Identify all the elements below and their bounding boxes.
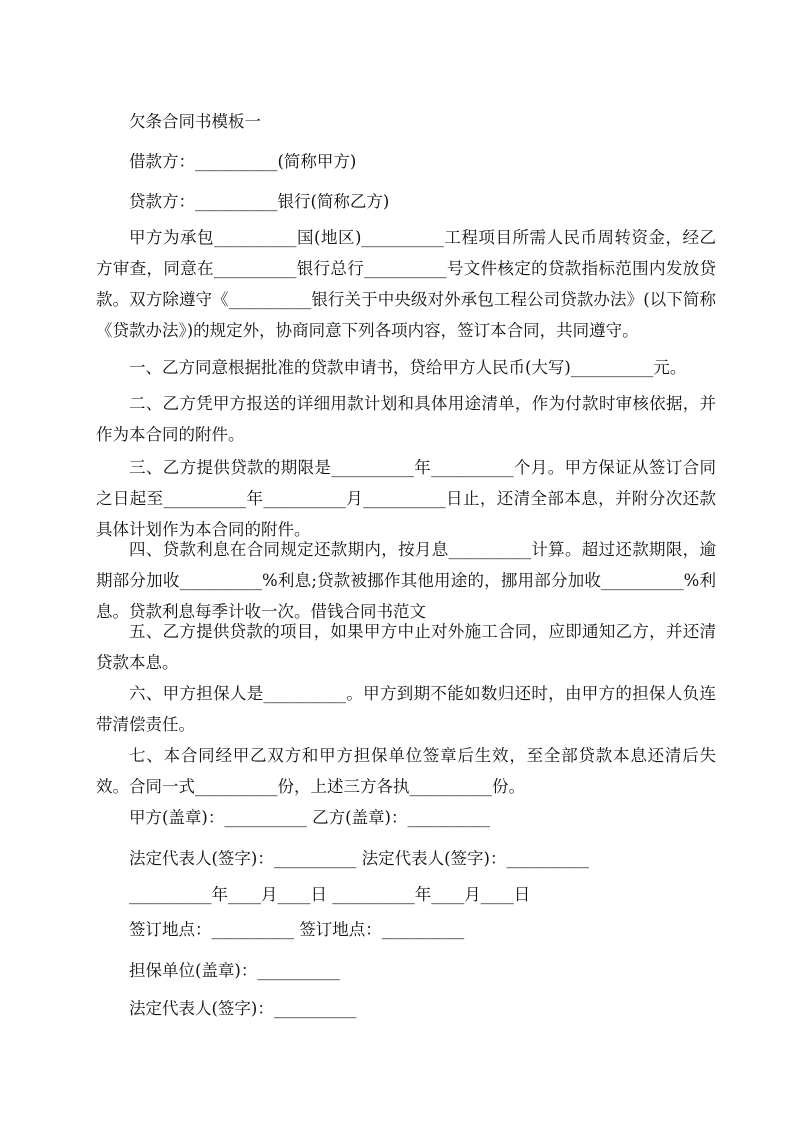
clause-4: 四、贷款利息在合同规定还款期内，按月息__________计算。超过还款期限，逾期部分加收__________%利息;贷款被挪作其他用途的，挪用部分加收__________%利息。贷款利息每季计收一次。借钱合同书范文 <box>96 540 716 621</box>
lender-line: 贷款方：__________银行(简称乙方) <box>129 192 390 211</box>
clause-7: 七、本合同经甲乙双方和甲方担保单位签章后生效，至全部贷款本息还清后失效。合同一式__________份，上述三方各执__________份。 <box>96 746 716 796</box>
clause-6: 六、甲方担保人是__________。甲方到期不能如数归还时，由甲方的担保人负连带清偿责任。 <box>96 684 716 734</box>
legal-rep-signature-line: 法定代表人(签字)：__________ 法定代表人(签字)：__________ <box>129 849 589 868</box>
guarantor-seal-line: 担保单位(盖章)：__________ <box>129 961 340 980</box>
preamble-paragraph: 甲方为承包__________国(地区)__________工程项目所需人民币周转资金，经乙方审查，同意在__________银行总行__________号文件核定的贷款指标范围内发放贷款。双方除遵守《__________银行关于中央级对外承包工程公司贷款办法》(以下简称《贷款办法》)的规定外，协商同意下列各项内容，签订本合同，共同遵守。 <box>96 228 716 340</box>
borrower-line: 借款方：__________(简称甲方) <box>129 152 357 171</box>
document-title: 欠条合同书模板一 <box>129 112 261 131</box>
guarantor-legal-rep-line: 法定代表人(签字)：__________ <box>129 999 357 1018</box>
signing-place-line: 签订地点：__________ 签订地点：__________ <box>129 920 465 939</box>
clause-1: 一、乙方同意根据批准的贷款申请书，贷给甲方人民币(大写)__________元。 <box>129 358 687 377</box>
clause-2: 二、乙方凭甲方报送的详细用款计划和具体用途清单，作为付款时审核依据，并作为本合同的附件。 <box>96 394 716 444</box>
party-seal-line: 甲方(盖章)：__________ 乙方(盖章)：__________ <box>129 808 490 827</box>
date-line: __________年____月____日 __________年____月____日 <box>129 885 531 904</box>
clause-5: 五、乙方提供贷款的项目，如果甲方中止对外施工合同，应即通知乙方，并还清贷款本息。 <box>96 622 716 672</box>
clause-3: 三、乙方提供贷款的期限是__________年__________个月。甲方保证从签订合同之日起至__________年__________月__________日止，还清全部本息，并附分次还款具体计划作为本合同的附件。 <box>96 458 716 539</box>
